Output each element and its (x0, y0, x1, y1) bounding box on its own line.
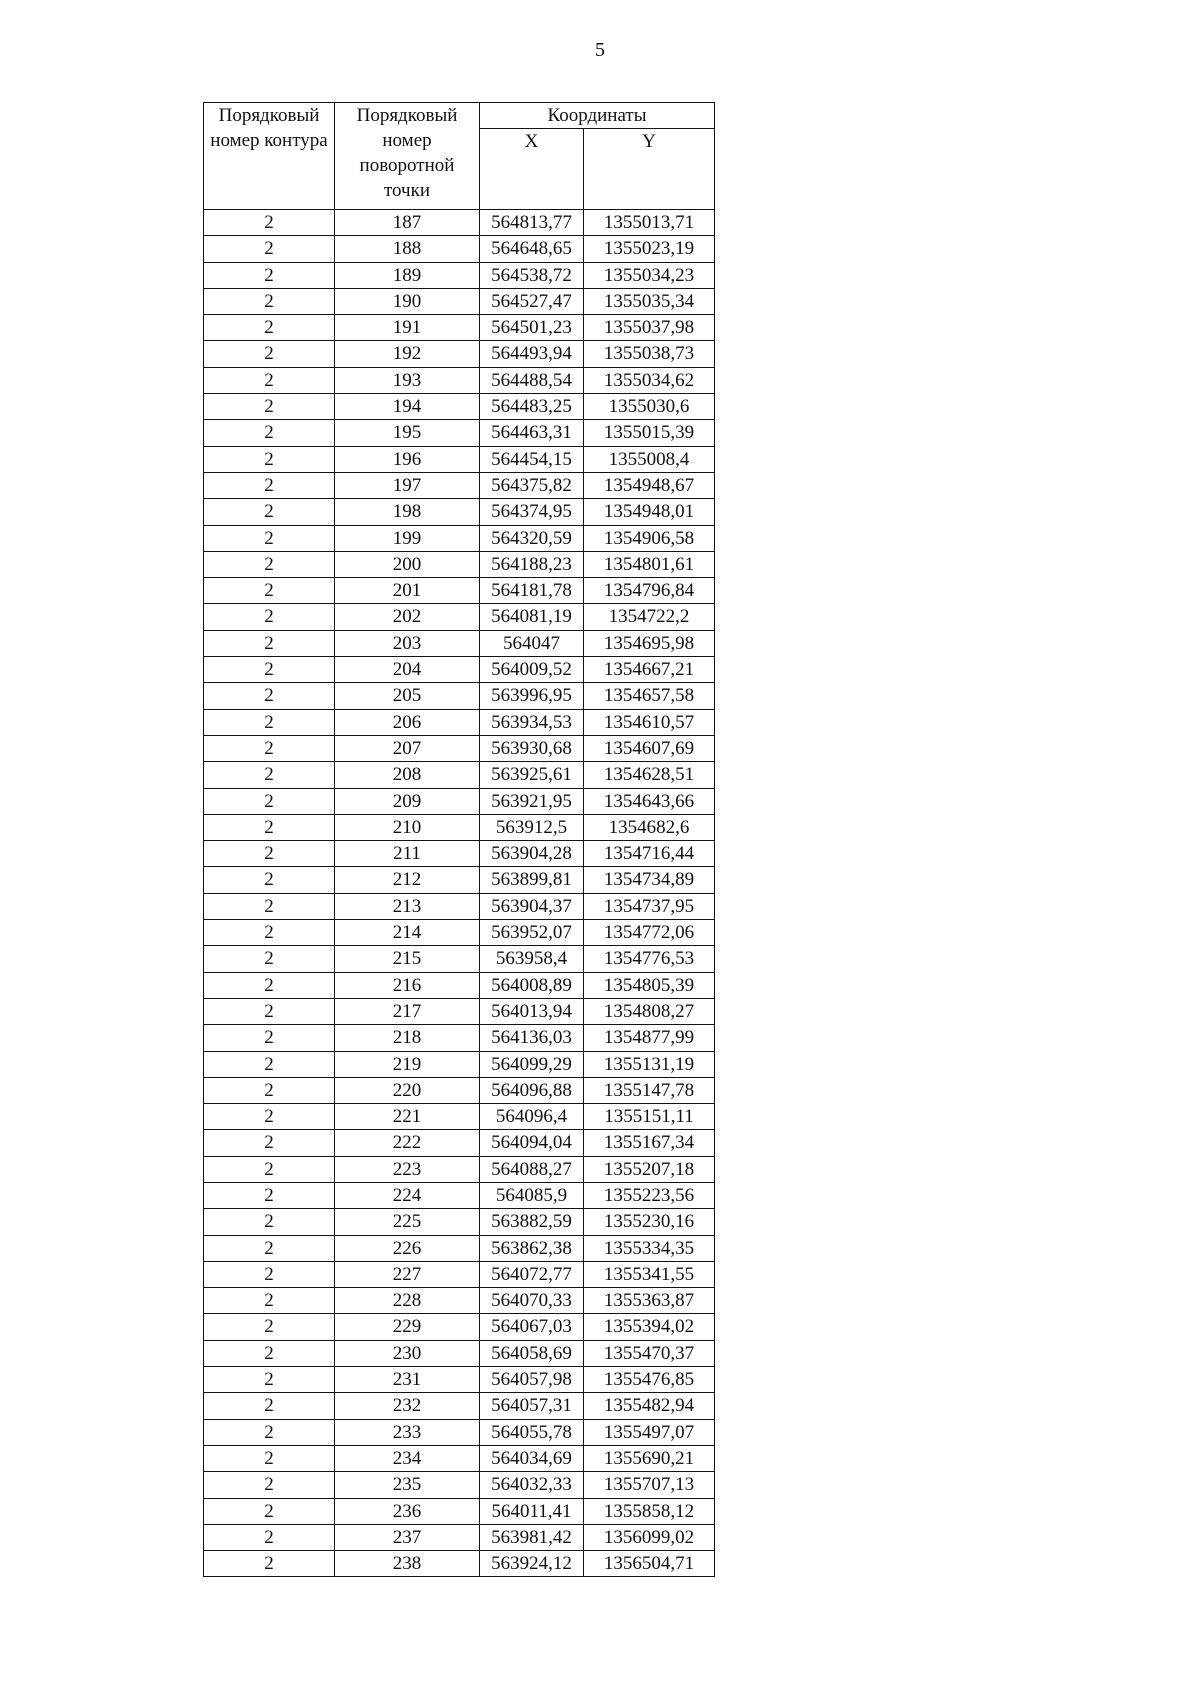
x-coordinate-cell: 564813,77 (480, 210, 584, 236)
table-row (204, 972, 715, 998)
x-coordinate-cell: 563981,42 (480, 1524, 584, 1550)
y-coordinate-cell: 1354796,84 (584, 578, 715, 604)
y-coordinate-cell: 1355167,34 (584, 1130, 715, 1156)
table-row (204, 841, 715, 867)
contour-number-cell: 2 (204, 341, 335, 367)
point-number-cell: 199 (335, 525, 480, 551)
table-row (204, 1130, 715, 1156)
table-row (204, 1051, 715, 1077)
table-row (204, 394, 715, 420)
point-number-cell: 229 (335, 1314, 480, 1340)
point-number-cell: 214 (335, 920, 480, 946)
contour-number-cell: 2 (204, 1235, 335, 1261)
contour-number-cell: 2 (204, 288, 335, 314)
point-number-cell: 238 (335, 1551, 480, 1577)
y-coordinate-cell: 1355151,11 (584, 1104, 715, 1130)
point-number-cell: 187 (335, 210, 480, 236)
contour-number-cell: 2 (204, 1472, 335, 1498)
table-row (204, 1025, 715, 1051)
contour-number-cell: 2 (204, 1025, 335, 1051)
x-coordinate-cell: 564085,9 (480, 1182, 584, 1208)
table-row (204, 1156, 715, 1182)
y-coordinate-cell: 1354657,58 (584, 683, 715, 709)
x-coordinate-cell: 564008,89 (480, 972, 584, 998)
y-coordinate-cell: 1356099,02 (584, 1524, 715, 1550)
y-coordinate-cell: 1355207,18 (584, 1156, 715, 1182)
y-coordinate-cell: 1354734,89 (584, 867, 715, 893)
contour-number-cell: 2 (204, 657, 335, 683)
point-number-cell: 208 (335, 762, 480, 788)
x-coordinate-cell: 563862,38 (480, 1235, 584, 1261)
point-number-cell: 232 (335, 1393, 480, 1419)
table-row (204, 472, 715, 498)
y-coordinate-cell: 1354682,6 (584, 814, 715, 840)
table-row (204, 893, 715, 919)
header-coordinates: Координаты (480, 103, 715, 129)
y-coordinate-cell: 1355476,85 (584, 1367, 715, 1393)
contour-number-cell: 2 (204, 735, 335, 761)
contour-number-cell: 2 (204, 814, 335, 840)
header-x: X (480, 129, 584, 210)
x-coordinate-cell: 564320,59 (480, 525, 584, 551)
table-row (204, 1498, 715, 1524)
y-coordinate-cell: 1355008,4 (584, 446, 715, 472)
contour-number-cell: 2 (204, 578, 335, 604)
table-row (204, 1077, 715, 1103)
table-row (204, 1419, 715, 1445)
x-coordinate-cell: 564488,54 (480, 367, 584, 393)
x-coordinate-cell: 564055,78 (480, 1419, 584, 1445)
table-row (204, 1524, 715, 1550)
x-coordinate-cell: 563899,81 (480, 867, 584, 893)
contour-number-cell: 2 (204, 920, 335, 946)
point-number-cell: 215 (335, 946, 480, 972)
x-coordinate-cell: 563912,5 (480, 814, 584, 840)
contour-number-cell: 2 (204, 709, 335, 735)
point-number-cell: 237 (335, 1524, 480, 1550)
contour-number-cell: 2 (204, 1419, 335, 1445)
header-point-number (335, 103, 480, 210)
y-coordinate-cell: 1355334,35 (584, 1235, 715, 1261)
contour-number-cell: 2 (204, 630, 335, 656)
x-coordinate-cell: 564463,31 (480, 420, 584, 446)
contour-number-cell: 2 (204, 1393, 335, 1419)
x-coordinate-cell: 564072,77 (480, 1261, 584, 1287)
y-coordinate-cell: 1354772,06 (584, 920, 715, 946)
x-coordinate-cell: 564454,15 (480, 446, 584, 472)
x-coordinate-cell: 564088,27 (480, 1156, 584, 1182)
point-number-cell: 190 (335, 288, 480, 314)
contour-number-cell: 2 (204, 472, 335, 498)
table-row (204, 1367, 715, 1393)
point-number-cell: 230 (335, 1340, 480, 1366)
table-row (204, 1314, 715, 1340)
point-number-cell: 205 (335, 683, 480, 709)
table-row (204, 1235, 715, 1261)
table-row (204, 735, 715, 761)
y-coordinate-cell: 1354948,01 (584, 499, 715, 525)
point-number-cell: 235 (335, 1472, 480, 1498)
contour-number-cell: 2 (204, 1288, 335, 1314)
contour-number-cell: 2 (204, 1367, 335, 1393)
contour-number-cell: 2 (204, 367, 335, 393)
coordinates-table (203, 102, 715, 1577)
point-number-cell: 210 (335, 814, 480, 840)
x-coordinate-cell: 564057,98 (480, 1367, 584, 1393)
y-coordinate-cell: 1355037,98 (584, 315, 715, 341)
table-row (204, 315, 715, 341)
y-coordinate-cell: 1354716,44 (584, 841, 715, 867)
table-row (204, 657, 715, 683)
y-coordinate-cell: 1355470,37 (584, 1340, 715, 1366)
table-row (204, 1445, 715, 1471)
x-coordinate-cell: 564538,72 (480, 262, 584, 288)
contour-number-cell: 2 (204, 998, 335, 1024)
x-coordinate-cell: 563904,37 (480, 893, 584, 919)
table-row (204, 1288, 715, 1314)
table-row (204, 788, 715, 814)
y-coordinate-cell: 1354948,67 (584, 472, 715, 498)
contour-number-cell: 2 (204, 972, 335, 998)
table-row (204, 762, 715, 788)
table-row (204, 998, 715, 1024)
table-row (204, 709, 715, 735)
table-row (204, 1551, 715, 1577)
point-number-cell: 209 (335, 788, 480, 814)
point-number-cell: 224 (335, 1182, 480, 1208)
table-row (204, 288, 715, 314)
contour-number-cell: 2 (204, 1077, 335, 1103)
contour-number-cell: 2 (204, 1498, 335, 1524)
y-coordinate-cell: 1355482,94 (584, 1393, 715, 1419)
table-row (204, 1340, 715, 1366)
x-coordinate-cell: 563958,4 (480, 946, 584, 972)
x-coordinate-cell: 563921,95 (480, 788, 584, 814)
table-row (204, 551, 715, 577)
table-row (204, 578, 715, 604)
y-coordinate-cell: 1354801,61 (584, 551, 715, 577)
contour-number-cell: 2 (204, 1104, 335, 1130)
x-coordinate-cell: 563882,59 (480, 1209, 584, 1235)
x-coordinate-cell: 563904,28 (480, 841, 584, 867)
contour-number-cell: 2 (204, 394, 335, 420)
x-coordinate-cell: 564032,33 (480, 1472, 584, 1498)
x-coordinate-cell: 564501,23 (480, 315, 584, 341)
point-number-cell: 194 (335, 394, 480, 420)
y-coordinate-cell: 1355230,16 (584, 1209, 715, 1235)
point-number-cell: 202 (335, 604, 480, 630)
contour-number-cell: 2 (204, 762, 335, 788)
table-row (204, 604, 715, 630)
point-number-cell: 223 (335, 1156, 480, 1182)
x-coordinate-cell: 564058,69 (480, 1340, 584, 1366)
y-coordinate-cell: 1355497,07 (584, 1419, 715, 1445)
contour-number-cell: 2 (204, 551, 335, 577)
table-row (204, 1182, 715, 1208)
contour-number-cell: 2 (204, 841, 335, 867)
table-row (204, 946, 715, 972)
point-number-cell: 193 (335, 367, 480, 393)
x-coordinate-cell: 564136,03 (480, 1025, 584, 1051)
x-coordinate-cell: 564011,41 (480, 1498, 584, 1524)
point-number-cell: 207 (335, 735, 480, 761)
point-number-cell: 221 (335, 1104, 480, 1130)
point-number-cell: 226 (335, 1235, 480, 1261)
table-header (204, 103, 715, 210)
point-number-cell: 227 (335, 1261, 480, 1287)
y-coordinate-cell: 1355023,19 (584, 236, 715, 262)
table-row (204, 341, 715, 367)
contour-number-cell: 2 (204, 420, 335, 446)
contour-number-cell: 2 (204, 1156, 335, 1182)
contour-number-cell: 2 (204, 1445, 335, 1471)
y-coordinate-cell: 1355223,56 (584, 1182, 715, 1208)
table-row (204, 1104, 715, 1130)
table-row (204, 1209, 715, 1235)
header-y: Y (584, 129, 715, 210)
table-row (204, 1261, 715, 1287)
point-number-cell: 206 (335, 709, 480, 735)
contour-number-cell: 2 (204, 1051, 335, 1077)
point-number-cell: 231 (335, 1367, 480, 1393)
point-number-cell: 189 (335, 262, 480, 288)
y-coordinate-cell: 1355394,02 (584, 1314, 715, 1340)
y-coordinate-cell: 1355030,6 (584, 394, 715, 420)
contour-number-cell: 2 (204, 788, 335, 814)
contour-number-cell: 2 (204, 1182, 335, 1208)
contour-number-cell: 2 (204, 683, 335, 709)
x-coordinate-cell: 564094,04 (480, 1130, 584, 1156)
y-coordinate-cell: 1354610,57 (584, 709, 715, 735)
y-coordinate-cell: 1355341,55 (584, 1261, 715, 1287)
y-coordinate-cell: 1354607,69 (584, 735, 715, 761)
x-coordinate-cell: 563925,61 (480, 762, 584, 788)
point-number-cell: 192 (335, 341, 480, 367)
contour-number-cell: 2 (204, 946, 335, 972)
table-row (204, 446, 715, 472)
point-number-cell: 197 (335, 472, 480, 498)
table-row (204, 420, 715, 446)
point-number-cell: 217 (335, 998, 480, 1024)
table-row (204, 262, 715, 288)
table-row (204, 630, 715, 656)
y-coordinate-cell: 1355147,78 (584, 1077, 715, 1103)
point-number-cell: 225 (335, 1209, 480, 1235)
y-coordinate-cell: 1355035,34 (584, 288, 715, 314)
y-coordinate-cell: 1354667,21 (584, 657, 715, 683)
point-number-cell: 211 (335, 841, 480, 867)
y-coordinate-cell: 1354628,51 (584, 762, 715, 788)
x-coordinate-cell: 563996,95 (480, 683, 584, 709)
contour-number-cell: 2 (204, 262, 335, 288)
x-coordinate-cell: 564096,4 (480, 1104, 584, 1130)
x-coordinate-cell: 564483,25 (480, 394, 584, 420)
y-coordinate-cell: 1354695,98 (584, 630, 715, 656)
header-point-label: Порядковый номер поворотной точки (356, 105, 458, 201)
table-row (204, 683, 715, 709)
contour-number-cell: 2 (204, 1130, 335, 1156)
contour-number-cell: 2 (204, 604, 335, 630)
point-number-cell: 188 (335, 236, 480, 262)
point-number-cell: 200 (335, 551, 480, 577)
x-coordinate-cell: 564047 (480, 630, 584, 656)
x-coordinate-cell: 564070,33 (480, 1288, 584, 1314)
x-coordinate-cell: 564057,31 (480, 1393, 584, 1419)
point-number-cell: 220 (335, 1077, 480, 1103)
point-number-cell: 195 (335, 420, 480, 446)
y-coordinate-cell: 1355131,19 (584, 1051, 715, 1077)
y-coordinate-cell: 1354805,39 (584, 972, 715, 998)
point-number-cell: 234 (335, 1445, 480, 1471)
table-row (204, 499, 715, 525)
contour-number-cell: 2 (204, 236, 335, 262)
contour-number-cell: 2 (204, 446, 335, 472)
table-row (204, 525, 715, 551)
x-coordinate-cell: 564096,88 (480, 1077, 584, 1103)
y-coordinate-cell: 1354877,99 (584, 1025, 715, 1051)
x-coordinate-cell: 563934,53 (480, 709, 584, 735)
point-number-cell: 198 (335, 499, 480, 525)
x-coordinate-cell: 564067,03 (480, 1314, 584, 1340)
x-coordinate-cell: 564527,47 (480, 288, 584, 314)
y-coordinate-cell: 1355013,71 (584, 210, 715, 236)
y-coordinate-cell: 1355038,73 (584, 341, 715, 367)
point-number-cell: 222 (335, 1130, 480, 1156)
y-coordinate-cell: 1354776,53 (584, 946, 715, 972)
y-coordinate-cell: 1354643,66 (584, 788, 715, 814)
y-coordinate-cell: 1356504,71 (584, 1551, 715, 1577)
point-number-cell: 236 (335, 1498, 480, 1524)
header-contour-number (204, 103, 335, 210)
x-coordinate-cell: 564493,94 (480, 341, 584, 367)
x-coordinate-cell: 563930,68 (480, 735, 584, 761)
contour-number-cell: 2 (204, 210, 335, 236)
table-row (204, 920, 715, 946)
x-coordinate-cell: 564374,95 (480, 499, 584, 525)
table-body (204, 210, 715, 1577)
contour-number-cell: 2 (204, 525, 335, 551)
y-coordinate-cell: 1355858,12 (584, 1498, 715, 1524)
point-number-cell: 191 (335, 315, 480, 341)
y-coordinate-cell: 1355707,13 (584, 1472, 715, 1498)
point-number-cell: 203 (335, 630, 480, 656)
point-number-cell: 233 (335, 1419, 480, 1445)
table-row (204, 867, 715, 893)
contour-number-cell: 2 (204, 893, 335, 919)
point-number-cell: 213 (335, 893, 480, 919)
table-row (204, 814, 715, 840)
x-coordinate-cell: 564188,23 (480, 551, 584, 577)
contour-number-cell: 2 (204, 499, 335, 525)
y-coordinate-cell: 1355363,87 (584, 1288, 715, 1314)
y-coordinate-cell: 1354906,58 (584, 525, 715, 551)
x-coordinate-cell: 564099,29 (480, 1051, 584, 1077)
point-number-cell: 212 (335, 867, 480, 893)
table-row (204, 367, 715, 393)
point-number-cell: 218 (335, 1025, 480, 1051)
x-coordinate-cell: 564013,94 (480, 998, 584, 1024)
point-number-cell: 219 (335, 1051, 480, 1077)
y-coordinate-cell: 1354722,2 (584, 604, 715, 630)
x-coordinate-cell: 564034,69 (480, 1445, 584, 1471)
table-row (204, 210, 715, 236)
y-coordinate-cell: 1355034,62 (584, 367, 715, 393)
table-row (204, 1472, 715, 1498)
contour-number-cell: 2 (204, 1340, 335, 1366)
page-number: 5 (595, 39, 605, 61)
contour-number-cell: 2 (204, 1209, 335, 1235)
point-number-cell: 216 (335, 972, 480, 998)
y-coordinate-cell: 1354737,95 (584, 893, 715, 919)
x-coordinate-cell: 563924,12 (480, 1551, 584, 1577)
contour-number-cell: 2 (204, 315, 335, 341)
x-coordinate-cell: 564009,52 (480, 657, 584, 683)
y-coordinate-cell: 1355015,39 (584, 420, 715, 446)
point-number-cell: 204 (335, 657, 480, 683)
contour-number-cell: 2 (204, 867, 335, 893)
point-number-cell: 196 (335, 446, 480, 472)
x-coordinate-cell: 564375,82 (480, 472, 584, 498)
y-coordinate-cell: 1355690,21 (584, 1445, 715, 1471)
contour-number-cell: 2 (204, 1261, 335, 1287)
point-number-cell: 228 (335, 1288, 480, 1314)
header-contour-label: Порядковый номер контура (210, 105, 328, 151)
point-number-cell: 201 (335, 578, 480, 604)
table-row (204, 1393, 715, 1419)
x-coordinate-cell: 564081,19 (480, 604, 584, 630)
x-coordinate-cell: 563952,07 (480, 920, 584, 946)
contour-number-cell: 2 (204, 1551, 335, 1577)
table-row (204, 236, 715, 262)
x-coordinate-cell: 564181,78 (480, 578, 584, 604)
y-coordinate-cell: 1354808,27 (584, 998, 715, 1024)
contour-number-cell: 2 (204, 1524, 335, 1550)
contour-number-cell: 2 (204, 1314, 335, 1340)
y-coordinate-cell: 1355034,23 (584, 262, 715, 288)
x-coordinate-cell: 564648,65 (480, 236, 584, 262)
